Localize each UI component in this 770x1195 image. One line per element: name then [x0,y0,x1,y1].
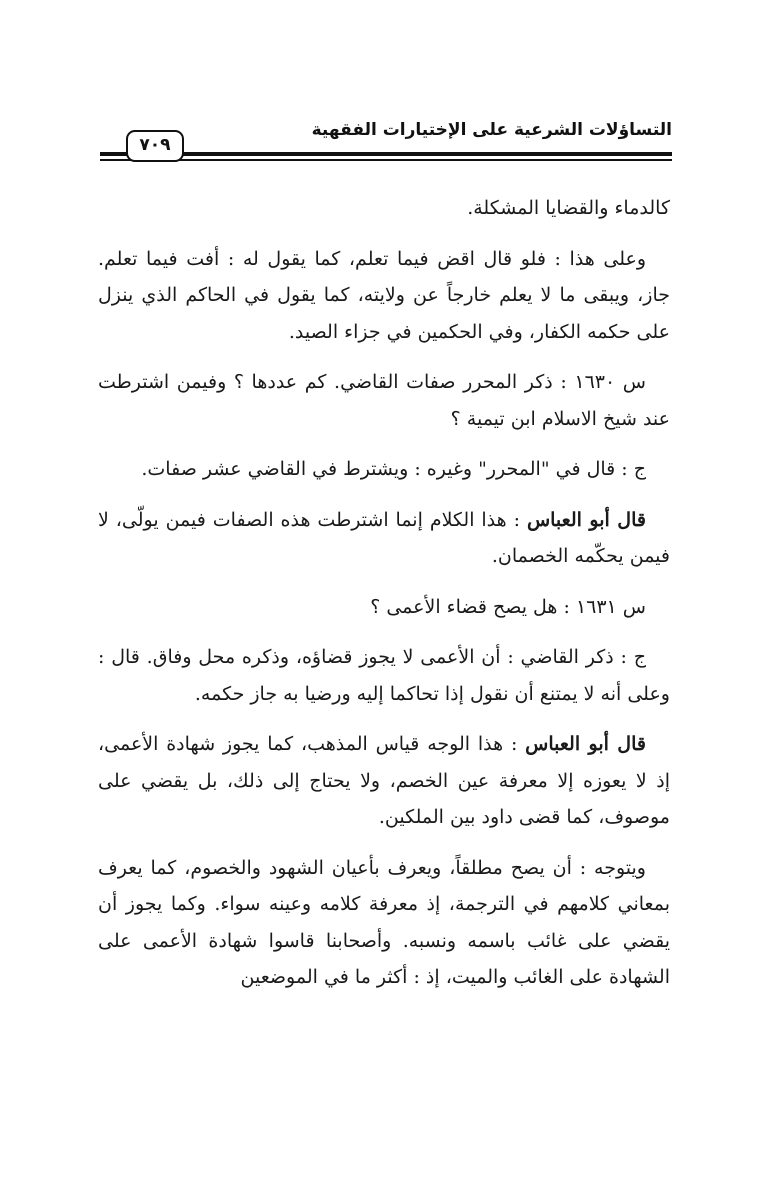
paragraph: ويتوجه : أن يصح مطلقاً، ويعرف بأعيان الشهود والخصوم، كما يعرف بمعاني كلامهم في الترجمة، إذ معرفة كلامه وعينه سواء. وكما يجوز أن يقضي على غائب باسمه ونسبه. وأصحابنا قاسوا شهادة الأعمى على الشهادة على الغائب والميت، إذ : أكثر ما في الموضعين [98,856,670,988]
answer-paragraph: ج : قال في "المحرر" وغيره : ويشترط في القاضي عشر صفات. [141,458,646,480]
header-rule-thick [100,152,672,156]
question-paragraph: س ١٦٣١ : هل يصح قضاء الأعمى ؟ [370,595,646,618]
answer-paragraph: ج : ذكر القاضي : أن الأعمى لا يجوز قضاؤه، وذكره محل وفاق. قال : وعلى أنه لا يمتنع أن نقول إذا تحاكما إليه ورضيا به جاز حكمه. [98,646,670,705]
paragraph [98,502,670,575]
speaker-label: قال أبو العباس [525,733,646,755]
page-number: ٧٠٩ [126,130,184,162]
paragraph-text: : هذا الوجه قياس المذهب، كما يجوز شهادة الأعمى، إذ لا يعوزه إلا معرفة عين الخصم، ولا يحتاج إلى ذلك، بل يقضي على موصوف، كما قضى داود بين الملكين. [98,733,670,828]
question-paragraph: س ١٦٣٠ : ذكر المحرر صفات القاضي. كم عددها ؟ وفيمن اشترطت عند شيخ الاسلام ابن تيمية ؟ [98,371,670,430]
running-header [100,112,672,164]
paragraph [98,726,670,836]
paragraph: وعلى هذا : فلو قال اقض فيما تعلم، كما يقول له : أفت فيما تعلم. جاز، ويبقى ما لا يعلم خارجاً عن ولايته، كما يقول في الحاكم الذي ينزل على حكمه الكفار، وفي الحكمين في جزاء الصيد. [98,247,670,343]
paragraph-text: : هذا الكلام إنما اشترطت هذه الصفات فيمن يولّى، لا فيمن يحكّمه الخصمان. [98,508,670,567]
running-title: التساؤلات الشرعية على الإختيارات الفقهية [311,120,672,140]
speaker-label: قال أبو العباس [526,508,646,531]
paragraph: كالدماء والقضايا المشكلة. [467,197,670,219]
body-text [98,190,670,996]
header-rule-thin [100,159,672,161]
